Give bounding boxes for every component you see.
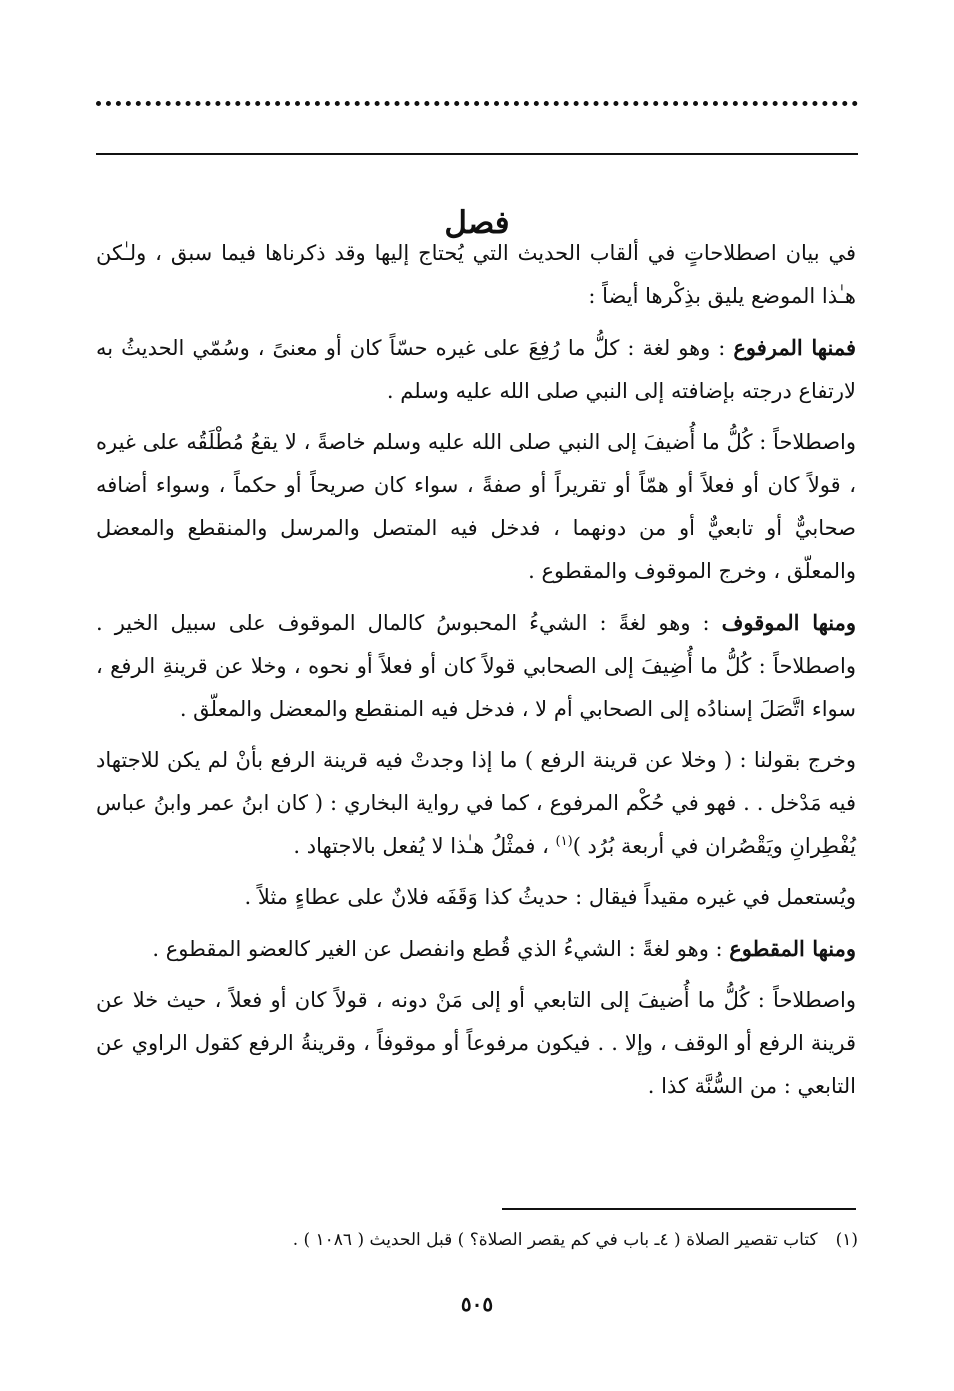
paragraph-text: ويُستعمل في غيره مقيداً فيقال : حديثُ كذا وَقَفَه فلانٌ على عطاءٍ مثلاً . — [244, 885, 856, 909]
paragraph-text: واصطلاحاً : كُلُّ ما أُضيفَ إلى التابعي أو إلى مَنْ دونه ، قولاً كان أو فعلاً ، حيث خلا عن قرينة الرفع أو الوقف ، وإلا . . فيكون مرفوعاً أو موقوفاً ، وقرينةُ الرفع كقول الراوي عن التابعي : من السُّنَّة كذا . — [96, 988, 856, 1098]
footnote — [98, 1226, 858, 1254]
footnote-reference[interactable]: (١) — [555, 834, 573, 849]
paragraph-mawquf — [96, 601, 856, 731]
paragraph-text: وخرج بقولنا : ( وخلا عن قرينة الرفع ) ما إذا وجدتْ فيه قرينة الرفع بأنْ لم يكن للاجتهاد فيه مَدْخل . . فهو في حُكْم المرفوع ، كما في رواية البخاري : ( كان ابنُ عمر وابنُ عباس يُفْطِرانِ ويَقْصُران في أربعة بُرُد ) — [96, 748, 856, 858]
paragraph-text: : وهو لغةً : الشيءُ الذي قُطع وانفصل عن الغير كالعضو المقطوع . — [152, 937, 730, 961]
paragraph-text: واصطلاحاً : كُلُّ ما أُضيفَ إلى النبي صلى الله عليه وسلم خاصةً ، لا يقعُ مُطْلَقُه على غيره ، قولاً كان أو فعلاً أو همّاً أو تقريراً أو صفةً ، سواء كان صريحاً أو حكماً ، وسواء أضافه صحابيٌّ أو تابعيٌّ أو من دونهما ، فدخل فيه المتصل والمرسل والمنقطع والمعضل والمعلّق ، وخرج الموقوف والمقطوع . — [96, 430, 856, 583]
term-mawquf: ومنها الموقوف — [721, 610, 857, 635]
paragraph-marfu-technical — [96, 421, 856, 593]
paragraph-marfu — [96, 326, 856, 413]
section-title: فصل — [444, 204, 510, 241]
term-marfu: فمنها المرفوع — [733, 335, 856, 360]
paragraph-intro — [96, 232, 856, 318]
footnote-text: كتاب تقصير الصلاة ( ٤ـ باب في كم يقصر الصلاة؟ ) قبل الحديث ( ١٠٨٦ ) . — [292, 1230, 818, 1250]
paragraph-text: : وهو لغة : كلُّ ما رُفِعَ على غيره حسّاً كان أو معنىً ، وسُمّي الحديثُ به لارتفاع درجته بإضافته إلى النبي صلى الله عليه وسلم . — [96, 336, 856, 403]
decorative-dotted-line — [96, 101, 858, 115]
header-divider — [96, 153, 858, 155]
paragraph-maqtu — [96, 927, 856, 971]
term-maqtu: ومنها المقطوع — [729, 936, 856, 961]
footnote-number: (١) — [835, 1230, 858, 1250]
paragraph-maqtu-technical — [96, 979, 856, 1108]
paragraph-text: : وهو لغةً : الشيءُ المحبوسُ كالمال الموقوف على سبيل الخير . واصطلاحاً : كُلُّ ما أُضِيفَ إلى الصحابي قولاً كان أو فعلاً أو نحوه ، وخلا عن قرينةِ الرفع ، سواء اتَّصَلَ إسنادُه إلى الصحابي أم لا ، فدخل فيه المنقطع والمعضل والمعلّق . — [96, 611, 856, 721]
paragraph-exclusion — [96, 739, 856, 868]
footnote-divider — [502, 1208, 856, 1210]
paragraph-text: في بيان اصطلاحاتٍ في ألقاب الحديث التي يُحتاج إليها وقد ذكرناها فيما سبق ، ولـٰكن هـٰذا الموضع يليق بذِكْرها أيضاً : — [96, 241, 856, 308]
paragraph-text-after-ref: ، فمثْلُ هـٰذا لا يُفعل بالاجتهاد . — [293, 834, 556, 858]
page-number: ٥٠٥ — [460, 1292, 494, 1316]
main-text — [96, 232, 856, 1116]
paragraph-usage — [96, 876, 856, 919]
